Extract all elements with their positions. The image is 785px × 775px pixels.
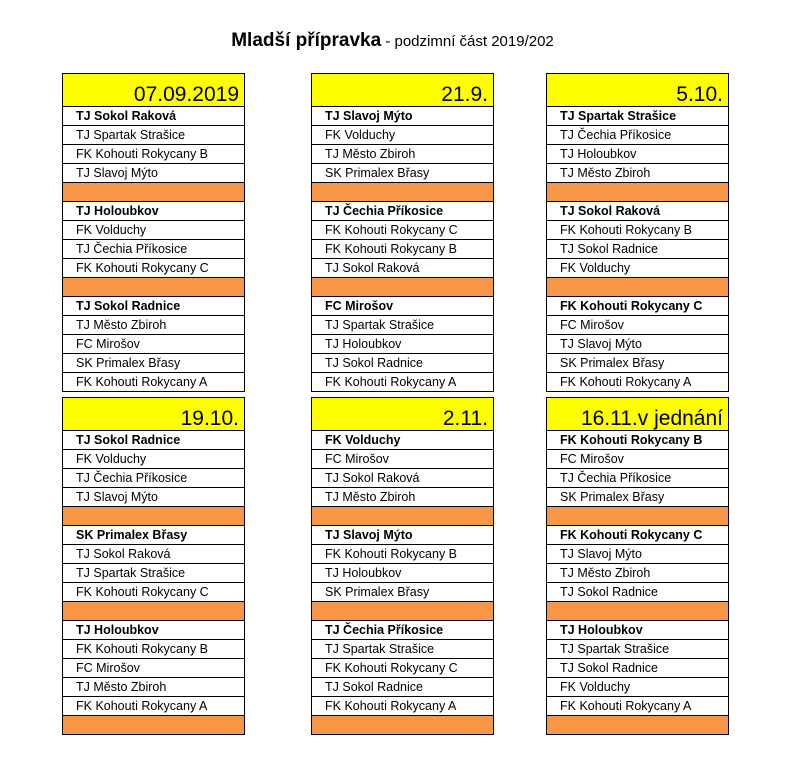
team-row: FC Mirošov [546, 316, 729, 335]
team-row: TJ Spartak Strašice [311, 316, 494, 335]
team-row: TJ Čechia Příkosice [62, 240, 245, 259]
team-row: FK Kohouti Rokycany C [311, 221, 494, 240]
group-separator [311, 602, 494, 621]
team-row: TJ Sokol Radnice [311, 354, 494, 373]
team-row: FK Volduchy [62, 221, 245, 240]
team-row: TJ Město Zbiroh [62, 316, 245, 335]
host-team: TJ Sokol Raková [62, 107, 245, 126]
team-row: FK Kohouti Rokycany B [62, 640, 245, 659]
team-row: FK Kohouti Rokycany B [62, 145, 245, 164]
team-row: FK Volduchy [62, 450, 245, 469]
team-row: SK Primalex Břasy [311, 164, 494, 183]
title-subtitle: - podzimní část 2019/202 [381, 33, 554, 50]
team-row: TJ Sokol Radnice [311, 678, 494, 697]
match-day-block [62, 73, 245, 392]
match-day-block [311, 73, 494, 392]
team-row: SK Primalex Břasy [546, 488, 729, 507]
team-row: FK Kohouti Rokycany A [546, 697, 729, 716]
host-team: TJ Sokol Radnice [62, 297, 245, 316]
team-row: TJ Město Zbiroh [311, 488, 494, 507]
team-row: FC Mirošov [311, 450, 494, 469]
team-row: SK Primalex Břasy [62, 354, 245, 373]
team-row: FK Volduchy [546, 259, 729, 278]
host-team: TJ Holoubkov [546, 621, 729, 640]
group-separator [546, 507, 729, 526]
team-row: TJ Sokol Raková [62, 545, 245, 564]
group-separator [62, 278, 245, 297]
team-row: TJ Spartak Strašice [62, 564, 245, 583]
team-row: FK Kohouti Rokycany A [311, 697, 494, 716]
match-date: 2.11. [311, 397, 494, 431]
team-row: SK Primalex Břasy [546, 354, 729, 373]
team-row: TJ Spartak Strašice [62, 126, 245, 145]
host-team: SK Primalex Břasy [62, 526, 245, 545]
match-date: 07.09.2019 [62, 73, 245, 107]
team-row: FK Volduchy [311, 126, 494, 145]
team-row: TJ Město Zbiroh [311, 145, 494, 164]
match-day-block [546, 397, 729, 735]
team-row: FK Kohouti Rokycany B [546, 221, 729, 240]
team-row: TJ Čechia Příkosice [546, 469, 729, 488]
host-team: TJ Spartak Strašice [546, 107, 729, 126]
host-team: TJ Holoubkov [62, 202, 245, 221]
team-row: TJ Sokol Radnice [546, 583, 729, 602]
team-row: TJ Čechia Příkosice [62, 469, 245, 488]
host-team: TJ Slavoj Mýto [311, 526, 494, 545]
team-row: TJ Sokol Raková [311, 259, 494, 278]
group-separator [62, 716, 245, 735]
host-team: FC Mirošov [311, 297, 494, 316]
team-row: FK Kohouti Rokycany B [311, 240, 494, 259]
team-row: FC Mirošov [62, 659, 245, 678]
team-row: FK Kohouti Rokycany C [311, 659, 494, 678]
host-team: TJ Čechia Příkosice [311, 202, 494, 221]
match-day-block [311, 397, 494, 735]
group-separator [311, 716, 494, 735]
host-team: FK Kohouti Rokycany C [546, 297, 729, 316]
team-row: TJ Slavoj Mýto [546, 335, 729, 354]
team-row: FK Kohouti Rokycany A [62, 373, 245, 392]
group-separator [546, 183, 729, 202]
team-row: FK Kohouti Rokycany A [546, 373, 729, 392]
team-row: TJ Sokol Radnice [546, 659, 729, 678]
team-row: FK Kohouti Rokycany A [62, 697, 245, 716]
group-separator [62, 507, 245, 526]
host-team: FK Volduchy [311, 431, 494, 450]
team-row: TJ Slavoj Mýto [62, 164, 245, 183]
team-row: FK Kohouti Rokycany A [311, 373, 494, 392]
match-day-block [62, 397, 245, 735]
team-row: TJ Město Zbiroh [62, 678, 245, 697]
team-row: TJ Čechia Příkosice [546, 126, 729, 145]
match-date: 21.9. [311, 73, 494, 107]
team-row: TJ Sokol Raková [311, 469, 494, 488]
team-row: FC Mirošov [546, 450, 729, 469]
group-separator [311, 183, 494, 202]
group-separator [311, 507, 494, 526]
match-date: 5.10. [546, 73, 729, 107]
team-row: FK Kohouti Rokycany B [311, 545, 494, 564]
team-row: TJ Sokol Radnice [546, 240, 729, 259]
group-separator [311, 278, 494, 297]
team-row: FK Kohouti Rokycany C [62, 259, 245, 278]
group-separator [62, 602, 245, 621]
team-row: TJ Slavoj Mýto [62, 488, 245, 507]
team-row: SK Primalex Břasy [311, 583, 494, 602]
group-separator [546, 602, 729, 621]
team-row: FK Volduchy [546, 678, 729, 697]
page-title [0, 30, 785, 52]
team-row: TJ Město Zbiroh [546, 164, 729, 183]
team-row: TJ Slavoj Mýto [546, 545, 729, 564]
team-row: TJ Holoubkov [311, 564, 494, 583]
match-day-block [546, 73, 729, 392]
host-team: TJ Holoubkov [62, 621, 245, 640]
title-main: Mladší přípravka [231, 30, 382, 51]
match-date: 19.10. [62, 397, 245, 431]
host-team: TJ Čechia Příkosice [311, 621, 494, 640]
host-team: TJ Slavoj Mýto [311, 107, 494, 126]
host-team: TJ Sokol Radnice [62, 431, 245, 450]
team-row: TJ Holoubkov [546, 145, 729, 164]
team-row: FK Kohouti Rokycany C [62, 583, 245, 602]
group-separator [62, 183, 245, 202]
team-row: TJ Holoubkov [311, 335, 494, 354]
match-date: 16.11.v jednání [546, 397, 729, 431]
host-team: FK Kohouti Rokycany B [546, 431, 729, 450]
host-team: FK Kohouti Rokycany C [546, 526, 729, 545]
team-row: TJ Spartak Strašice [311, 640, 494, 659]
team-row: TJ Město Zbiroh [546, 564, 729, 583]
team-row: TJ Spartak Strašice [546, 640, 729, 659]
team-row: FC Mirošov [62, 335, 245, 354]
group-separator [546, 278, 729, 297]
group-separator [546, 716, 729, 735]
host-team: TJ Sokol Raková [546, 202, 729, 221]
